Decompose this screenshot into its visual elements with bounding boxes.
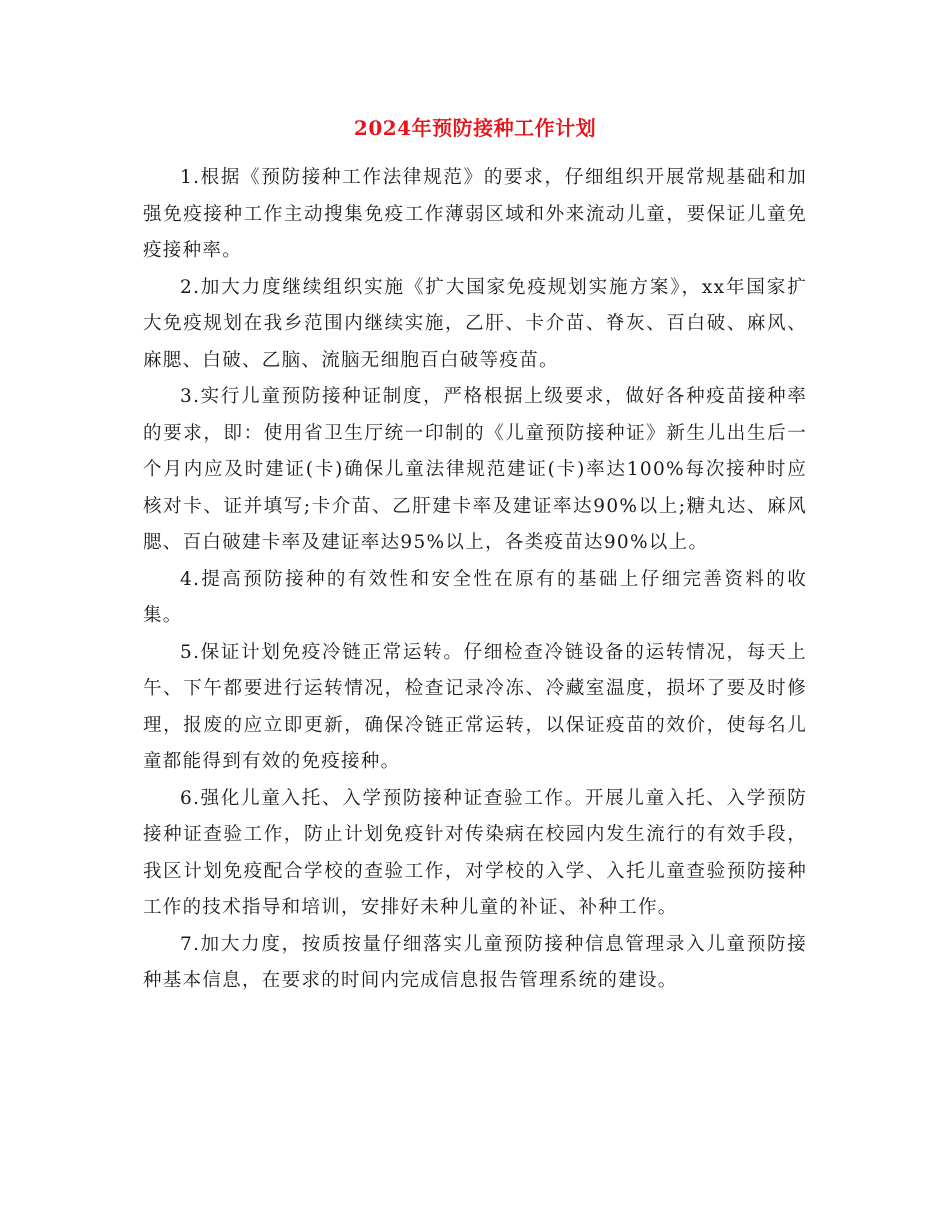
document-title: 2024年预防接种工作计划 [353, 116, 597, 140]
paragraph-1: 1.根据《预防接种工作法律规范》的要求，仔细组织开展常规基础和加强免疫接种工作主动搜集免疫工作薄弱区域和外来流动儿童，要保证儿童免疫接种率。 [143, 167, 807, 261]
paragraph-7: 7.加大力度，按质按量仔细落实儿童预防接种信息管理录入儿童预防接种基本信息，在要求的时间内完成信息报告管理系统的建设。 [143, 933, 807, 991]
paragraph-3: 3.实行儿童预防接种证制度，严格根据上级要求，做好各种疫苗接种率的要求，即：使用省卫生厅统一印制的《儿童预防接种证》新生儿出生后一个月内应及时建证(卡)确保儿童法律规范建证(卡)率达100%每次接种时应核对卡、证并填写;卡介苗、乙肝建卡率及建证率达90%以上;糖丸达、麻风腮、百白破建卡率及建证率达95%以上，各类疫苗达90%以上。 [143, 386, 807, 553]
paragraph-5: 5.保证计划免疫冷链正常运转。仔细检查冷链设备的运转情况，每天上午、下午都要进行运转情况，检查记录冷冻、冷藏室温度，损坏了要及时修理，报废的应立即更新，确保冷链正常运转，以保证疫苗的效价，使每名儿童都能得到有效的免疫接种。 [143, 641, 807, 772]
paragraph-2: 2.加大力度继续组织实施《扩大国家免疫规划实施方案》，xx年国家扩大免疫规划在我乡范围内继续实施，乙肝、卡介苗、脊灰、百白破、麻风、麻腮、白破、乙脑、流脑无细胞百白破等疫苗。 [143, 276, 807, 371]
paragraph-6: 6.强化儿童入托、入学预防接种证查验工作。开展儿童入托、入学预防接种证查验工作，防止计划免疫针对传染病在校园内发生流行的有效手段，我区计划免疫配合学校的查验工作，对学校的入学、入托儿童查验预防接种工作的技术指导和培训，安排好未种儿童的补证、补种工作。 [143, 787, 807, 918]
paragraph-4: 4.提高预防接种的有效性和安全性在原有的基础上仔细完善资料的收集。 [143, 568, 807, 626]
document-body [143, 160, 807, 1000]
